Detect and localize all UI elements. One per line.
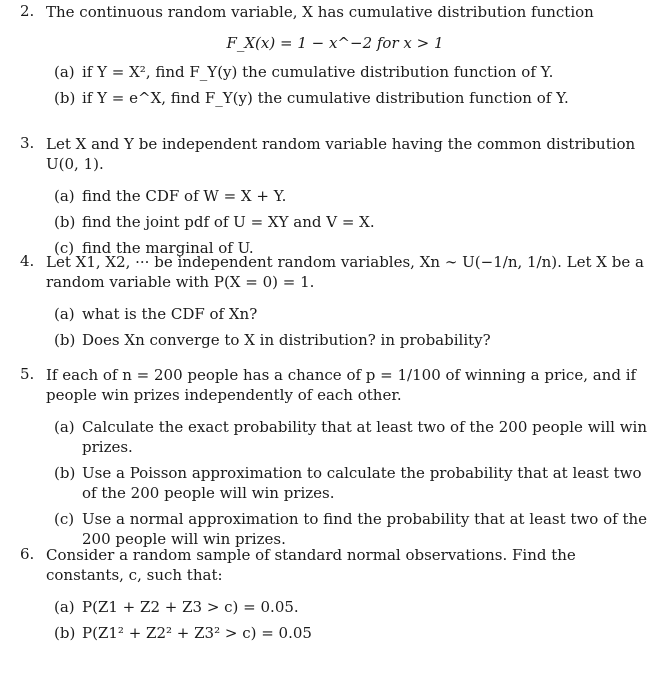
subpart [54,623,650,643]
subpart-text: P(Z1² + Z2² + Z3² > c) = 0.05 [82,624,312,642]
subpart-label: (c) [54,239,75,257]
subpart [54,186,650,206]
subpart-text: find the CDF of W = X + Y. [82,187,287,205]
subpart-label: (a) [54,598,75,616]
problem-number: 6. [20,545,35,563]
subpart-text: Use a Poisson approximation to calculate the probability that at least two of the 200 people will win prizes. [82,464,642,502]
subpart-label: (b) [54,624,76,642]
subpart [54,88,650,108]
subpart [54,509,650,549]
display-equation: F_X(x) = 1 − x^−2 for x > 1 [226,34,444,52]
subpart-text: P(Z1 + Z2 + Z3 > c) = 0.05. [82,598,299,616]
subpart-label: (a) [54,418,75,436]
problem-statement: Consider a random sample of standard normal observations. Find the constants, c, such that: [46,546,576,584]
problem-number: 3. [20,134,35,152]
subpart-text: Does Xn converge to X in distribution? in probability? [82,331,491,349]
subpart-label: (a) [54,305,75,323]
subpart [54,62,650,82]
subpart-label: (a) [54,63,75,81]
subpart-text: Use a normal approximation to find the probability that at least two of the 200 people will win prizes. [82,510,648,548]
subpart-text: find the marginal of U. [82,239,254,257]
subpart-label: (b) [54,213,76,231]
subpart-text: Calculate the exact probability that at least two of the 200 people will win prizes. [82,418,647,456]
subpart-text: what is the CDF of Xn? [82,305,258,323]
problem-statement: Let X and Y be independent random variable having the common distribution U(0, 1). [46,135,636,173]
subpart-label: (b) [54,464,76,482]
subpart [54,304,650,324]
subpart [54,597,650,617]
subpart [54,212,650,232]
problem-5 [20,365,650,549]
subpart-label: (b) [54,331,76,349]
subpart-text: find the joint pdf of U = XY and V = X. [82,213,375,231]
problem-number: 4. [20,252,35,270]
problem-statement: If each of n = 200 people has a chance of p = 1/100 of winning a price, and if people win prizes independently of each other. [46,366,637,404]
problem-number: 5. [20,365,35,383]
subpart-label: (b) [54,89,76,107]
subpart-label: (a) [54,187,75,205]
problem-6 [20,545,650,643]
problem-2 [20,2,650,108]
subpart [54,463,650,503]
subpart-label: (c) [54,510,75,528]
problem-statement: The continuous random variable, X has cumulative distribution function [46,3,594,21]
subpart-text: if Y = e^X, find F_Y(y) the cumulative distribution function of Y. [82,89,569,107]
problem-3 [20,134,650,258]
problem-number: 2. [20,2,35,20]
subpart [54,330,650,350]
subpart [54,417,650,457]
subpart-text: if Y = X², find F_Y(y) the cumulative distribution function of Y. [82,63,554,81]
problem-4 [20,252,650,350]
problem-statement: Let X1, X2, ··· be independent random variables, Xn ∼ U(−1/n, 1/n). Let X be a random variable with P(X = 0) = 1. [46,253,644,291]
